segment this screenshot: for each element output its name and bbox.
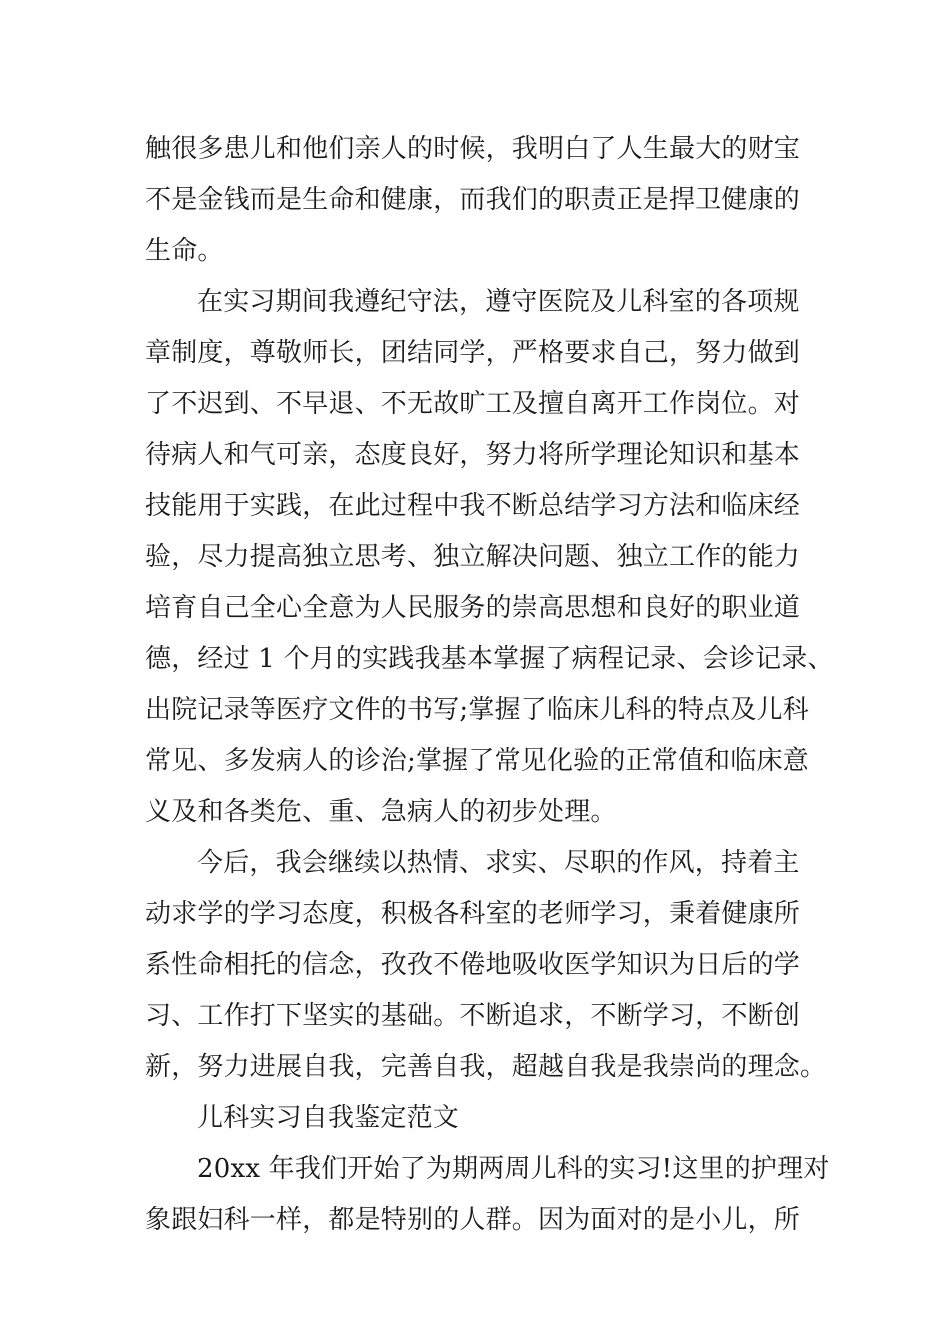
paragraph-first-line: 今后，我会继续以热情、求实、尽职的作风，持着主 <box>197 848 800 878</box>
text-line: 触很多患儿和他们亲人的时候，我明白了人生最大的财宝 <box>145 134 801 164</box>
text-line: 章制度，尊敬师长，团结同学，严格要求自己，努力做到 <box>145 338 801 368</box>
text-line: 验，尽力提高独立思考、独立解决问题、独立工作的能力 <box>145 542 801 572</box>
text-line: 新，努力进展自我，完善自我，超越自我是我崇尚的理念。 <box>145 1052 827 1082</box>
text-line: 系性命相托的信念，孜孜不倦地吸收医学知识为日后的学 <box>145 950 801 980</box>
text-line: 义及和各类危、重、急病人的初步处理。 <box>145 797 617 827</box>
text-line: 习、工作打下坚实的基础。不断追求，不断学习，不断创 <box>145 1001 801 1031</box>
text-line: 了不迟到、不早退、不无故旷工及擅自离开工作岗位。对 <box>145 389 801 419</box>
text-line: 培育自己全心全意为人民服务的崇高思想和良好的职业道 <box>145 593 801 623</box>
text-line: 象跟妇科一样，都是特别的人群。因为面对的是小儿，所 <box>145 1205 801 1235</box>
text-line: 动求学的学习态度，积极各科室的老师学习，秉着健康所 <box>145 899 801 929</box>
text-line: 待病人和气可亲，态度良好，努力将所学理论知识和基本 <box>145 440 801 470</box>
text-line: 技能用于实践，在此过程中我不断总结学习方法和临床经 <box>145 491 801 521</box>
text-line: 生命。 <box>145 236 224 266</box>
section-heading: 儿科实习自我鉴定范文 <box>197 1103 460 1133</box>
paragraph-first-line: 20xx 年我们开始了为期两周儿科的实习!这里的护理对 <box>197 1154 830 1184</box>
text-line: 常见、多发病人的诊治;掌握了常见化验的正常值和临床意 <box>145 746 809 776</box>
text-line: 德，经过 1 个月的实践我基本掌握了病程记录、会诊记录、 <box>145 644 834 674</box>
text-line: 不是金钱而是生命和健康，而我们的职责正是捍卫健康的 <box>145 185 801 215</box>
paragraph-first-line: 在实习期间我遵纪守法，遵守医院及儿科室的各项规 <box>197 287 800 317</box>
text-line: 出院记录等医疗文件的书写;掌握了临床儿科的特点及儿科 <box>145 695 809 725</box>
